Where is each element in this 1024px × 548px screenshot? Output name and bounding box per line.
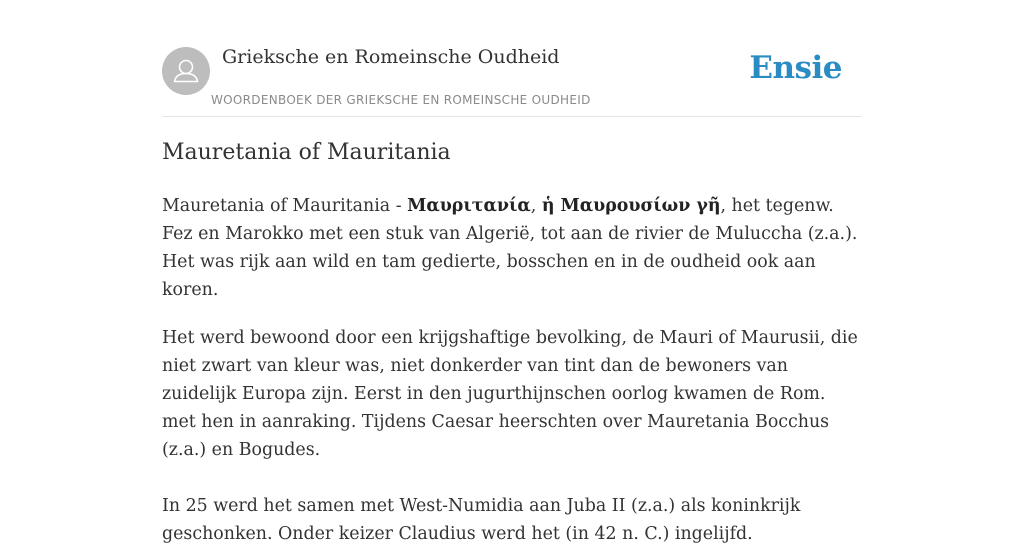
entry-paragraph-3: In 25 werd het samen met West-Numidia aan Juba II (z.a.) als koninkrijk geschonken. Onder keizer Claudius werd het (in 42 n. C.) ingelijfd. bbox=[162, 496, 801, 544]
paragraph-spacer bbox=[162, 304, 862, 324]
entry-lead-text: Mauretania of Mauritania - bbox=[162, 196, 408, 216]
user-icon bbox=[162, 47, 210, 95]
paragraph-spacer bbox=[162, 464, 862, 492]
entry-paragraph-1 bbox=[162, 192, 862, 304]
greek-term-2: ἡ Μαυρουσίων γῆ bbox=[541, 196, 721, 216]
entry-paragraph-2: Het werd bewoond door een krijgshaftige bevolking, de Mauri of Maurusii, die niet zwart van kleur was, niet donkerder van tint dan de bewoners van zuidelijk Europa zijn. Eerst in den jugurthijnschen oorlog kwamen de Rom. met hen in aanraking. Tijdens Caesar heerschten over Mauretania Bocchus (z.a.) en Bogudes. bbox=[162, 328, 858, 460]
avatar[interactable] bbox=[162, 47, 210, 95]
book-title[interactable]: Grieksche en Romeinsche Oudheid bbox=[222, 46, 560, 68]
ensie-logo[interactable]: Ensie bbox=[749, 50, 842, 86]
greek-term-1: Μαυριτανία bbox=[407, 196, 531, 216]
book-subtitle: WOORDENBOEK DER GRIEKSCHE EN ROMEINSCHE OUDHEID bbox=[211, 93, 591, 107]
entry-body bbox=[162, 192, 862, 548]
entry-title: Mauretania of Mauritania bbox=[162, 140, 451, 165]
book-header bbox=[162, 0, 862, 117]
separator-comma: , bbox=[530, 196, 542, 216]
page-container bbox=[162, 0, 862, 544]
entry-description: , het tegenw. Fez en Marokko met een stuk van Algerië, tot aan de rivier de Muluccha (z.a.). Het was rijk aan wild en tam gedierte, bosschen en in de oudheid ook aan koren. bbox=[162, 196, 858, 300]
